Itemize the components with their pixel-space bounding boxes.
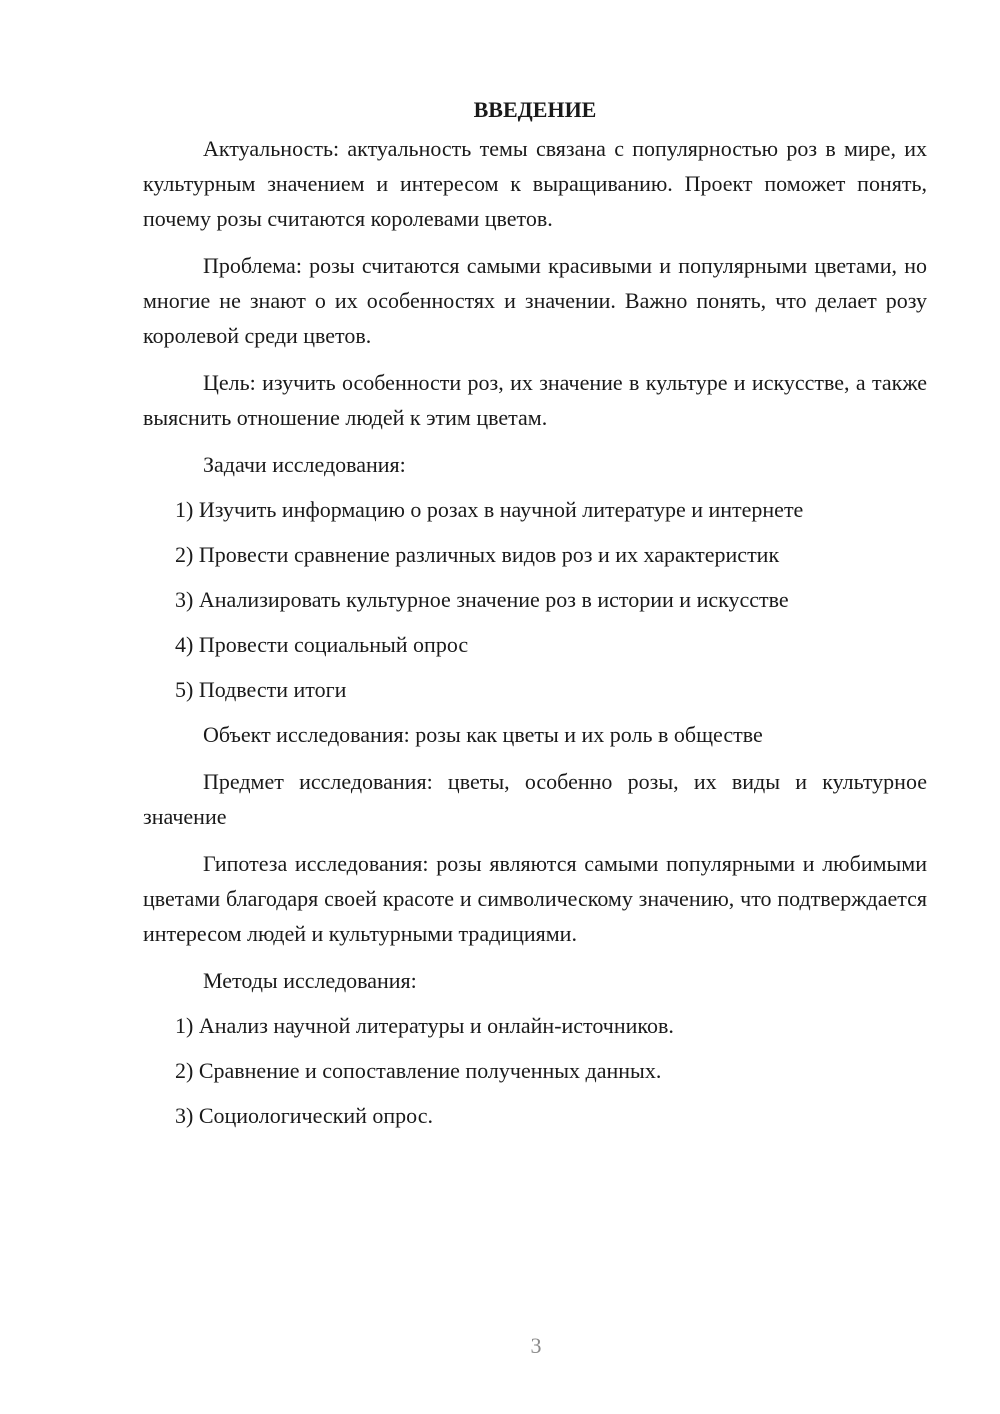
task-item-3: 3) Анализировать культурное значение роз в истории и искусстве: [175, 587, 789, 612]
task-item-1: 1) Изучить информацию о розах в научной литературе и интернете: [175, 497, 804, 522]
object-paragraph: Объект исследования: розы как цветы и их роль в обществе: [203, 722, 763, 747]
methods-heading: Методы исследования:: [203, 968, 417, 993]
section-title: ВВЕДЕНИЕ: [473, 97, 597, 122]
relevance-paragraph: Актуальность: актуальность темы связана с популярностью роз в мире, их культурным значением и интересом к выращиванию. Проект поможет понять, почему розы считаются королевами цветов.: [143, 136, 927, 231]
task-item-5: 5) Подвести итоги: [175, 677, 347, 702]
page-content: [143, 92, 927, 1143]
subject-paragraph: Предмет исследования: цветы, особенно розы, их виды и культурное значение: [143, 769, 927, 829]
goal-paragraph: Цель: изучить особенности роз, их значение в культуре и искусстве, а также выяснить отношение людей к этим цветам.: [143, 370, 927, 430]
tasks-heading: Задачи исследования:: [203, 452, 406, 477]
task-item-4: 4) Провести социальный опрос: [175, 632, 469, 657]
task-item-2: 2) Провести сравнение различных видов роз и их характеристик: [175, 542, 780, 567]
method-item-1: 1) Анализ научной литературы и онлайн-источников.: [175, 1013, 674, 1038]
hypothesis-paragraph: Гипотеза исследования: розы являются самыми популярными и любимыми цветами благодаря своей красоте и символическому значению, что подтверждается интересом людей и культурными традициями.: [143, 851, 927, 946]
page-number: 3: [530, 1333, 542, 1358]
method-item-3: 3) Социологический опрос.: [175, 1103, 433, 1128]
method-item-2: 2) Сравнение и сопоставление полученных данных.: [175, 1058, 662, 1083]
problem-paragraph: Проблема: розы считаются самыми красивыми и популярными цветами, но многие не знают о их особенностях и значении. Важно понять, что делает розу королевой среди цветов.: [143, 253, 927, 348]
